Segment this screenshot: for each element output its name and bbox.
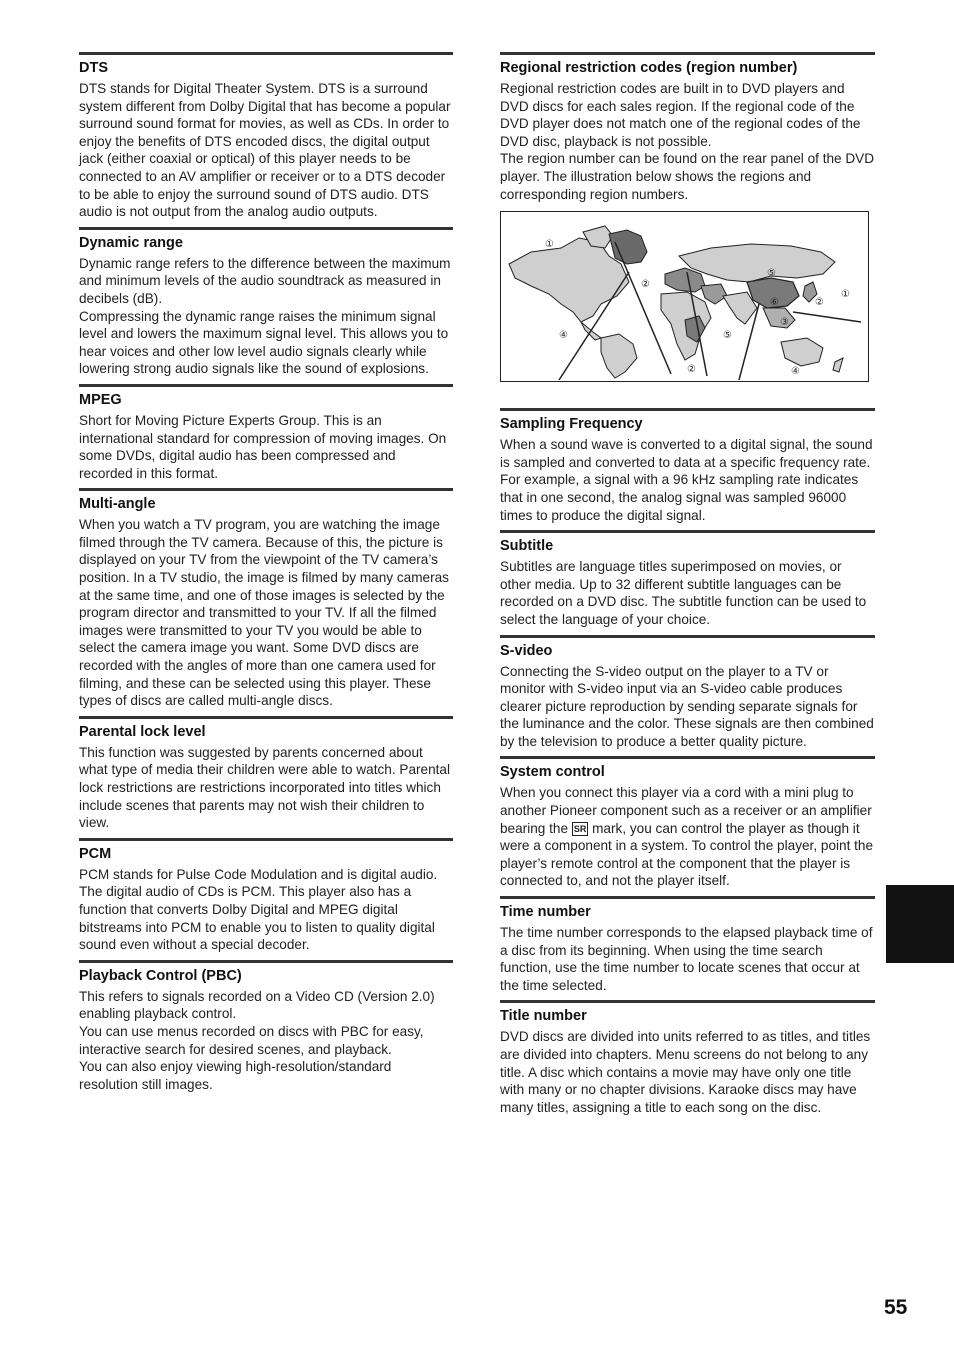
body-part-1: When you connect this player via a cord with a mini plug to another Pioneer component such as a receiver or an amplifier bearing the — [500, 785, 872, 836]
section-playback-control-pbc — [79, 960, 453, 1094]
map-label-5a: ⑤ — [723, 330, 732, 342]
right-column — [500, 52, 875, 1122]
section-body: This function was suggested by parents concerned about what type of media their children were able to watch. Parental lock restrictions are restrictions incorporated into titles which include scenes that parents may not wish their children to view. — [79, 744, 451, 831]
section-body: PCM stands for Pulse Code Modulation and is digital audio. The digital audio of CDs is PCM. This player also has a function that converts Dolby Digital and MPEG digital bitstreams into PCM to enable you to listen to quality digital sound even without a special decoder. — [79, 866, 438, 953]
section-title: Title number — [500, 1008, 587, 1025]
body-part-2: mark, you can control the player as though it were a component in a system. To control the player, point the player’s remote control at the component that the player is connected to, and not the player itself. — [500, 820, 874, 889]
section-body: When you watch a TV program, you are watching the image filmed through the TV camera. Because of this, the picture is displayed on your TV from the viewpoint of the TV camera’s position. In a TV studio, the image is filmed by many cameras at the same time, and one of those images is selected by the program director and transmitted to your TV. If all the filmed images were transmitted to your TV you would be able to select the camera image you want. Some DVD discs are recorded with the angles of more than one camera used for filming, and these can be selected using this player. These types of discs are called multi-angle discs. — [79, 517, 449, 709]
section-body: When a sound wave is converted to a digital signal, the sound is sampled and converted to data at a specific frequency rate. For example, a signal with a 96 kHz sampling rate indicates that in one second, the analog signal was sampled 96000 times to produce the digital signal. — [500, 437, 873, 523]
map-label-2a: ② — [641, 279, 650, 291]
section-title: Multi-angle — [79, 496, 156, 513]
section-multi-angle — [79, 488, 453, 710]
section-parental-lock-level — [79, 716, 453, 832]
section-subtitle — [500, 530, 875, 628]
map-label-6: ⑥ — [770, 297, 779, 309]
section-title: Subtitle — [500, 538, 554, 555]
section-title: System control — [500, 764, 605, 781]
section-body: Subtitles are language titles superimposed on movies, or other media. Up to 32 different subtitle languages can be recorded on a DVD disc. The subtitle function can be used to select the language of your choice. — [500, 559, 867, 627]
section-region-codes — [500, 52, 875, 382]
right-sections-end — [500, 896, 875, 1116]
section-title: Sampling Frequency — [500, 416, 643, 433]
section-mpeg — [79, 384, 453, 482]
section-title: Time number — [500, 904, 591, 921]
section-s-video — [500, 635, 875, 751]
section-body: The time number corresponds to the elapsed playback time of a disc from its beginning. When using the time search function, use the time number to locate scenes that occur at the time selected. — [500, 925, 873, 993]
page-number: 55 — [884, 1296, 908, 1319]
world-region-map — [501, 212, 867, 380]
section-title: MPEG — [79, 391, 122, 408]
section-title: Parental lock level — [79, 723, 206, 740]
map-label-1b: ① — [841, 289, 850, 301]
map-label-3: ③ — [780, 317, 789, 329]
section-title: PCM — [79, 845, 112, 862]
section-body: Regional restriction codes are built in to DVD players and DVD discs for each sales region. If the regional code of the DVD player does not match one of the regional codes of the DVD disc, playback is not possible. The region number can be found on the rear panel of the DVD player. The illustration below shows the regions and corresponding region numbers. — [500, 81, 875, 202]
section-pcm — [79, 838, 453, 954]
section-title-number — [500, 1000, 875, 1116]
map-label-2c: ② — [815, 297, 824, 309]
section-body: DVD discs are divided into units referred to as titles, and titles are divided into chapters. Menu screens do not belong to any title. A disc which contains a movie may have only one title with many or no chapter divisions. Karaoke discs may have many titles, assigning a title to each song on the disc. — [500, 1029, 871, 1115]
section-body — [500, 784, 875, 890]
section-body: This refers to signals recorded on a Video CD (Version 2.0) enabling playback control. You can use menus recorded on discs with PBC for easy, interactive search for desired scenes, and playback. You can also enjoy viewing high-resolution/standard resolution still images. — [79, 988, 435, 1092]
sr-mark-icon: SR — [573, 823, 587, 834]
section-body: Short for Moving Picture Experts Group. This is an international standard for compression of moving images. On some DVDs, digital audio has been compressed and recorded in this format. — [79, 412, 447, 481]
section-time-number — [500, 896, 875, 994]
section-sampling-frequency — [500, 408, 875, 524]
section-title: DTS — [79, 60, 108, 76]
left-column — [79, 52, 453, 1099]
section-title: S-video — [500, 642, 553, 659]
map-label-2b: ② — [687, 364, 696, 376]
map-label-1a: ① — [545, 239, 554, 251]
section-dynamic-range — [79, 227, 453, 378]
section-title: Regional restriction codes (region number) — [500, 60, 798, 76]
section-body: DTS stands for Digital Theater System. DTS is a surround system different from Dolby Digital that has become a popular surround sound format for movies, as well as CDs. In order to enjoy the benefits of DTS encoded discs, the digital output jack (either coaxial or optical) of this player needs to be connected to an AV amplifier or receiver or to a DTS decoder to be able to enjoy the surround sound of DTS audio. DTS audio is not output from the analog audio outputs. — [79, 81, 451, 220]
section-body: Connecting the S-video output on the player to a TV or monitor with S-video input via an S-video cable produces clearer picture reproduction by sending separate signals for the luminance and the color. These signals are then combined by the television to produce a better quality picture. — [500, 663, 874, 749]
region-map — [500, 211, 869, 382]
map-label-4a: ④ — [559, 330, 568, 342]
right-sections — [500, 408, 875, 750]
section-system-control — [500, 756, 875, 890]
section-body: Dynamic range refers to the difference between the maximum and minimum levels of the audio soundtrack as measured in decibels (dB). Compressing the dynamic range raises the minimum signal level and lowers the maximum signal level. This allows you to hear voices and other low level audio signals clearly while lowering strong audio signals like the sound of explosions. — [79, 255, 451, 377]
section-title: Playback Control (PBC) — [79, 967, 242, 984]
side-tab — [886, 885, 954, 963]
section-title: Dynamic range — [79, 234, 183, 251]
map-label-5b: ⑤ — [767, 268, 776, 280]
section-dts — [79, 52, 453, 221]
map-label-4b: ④ — [791, 366, 800, 378]
